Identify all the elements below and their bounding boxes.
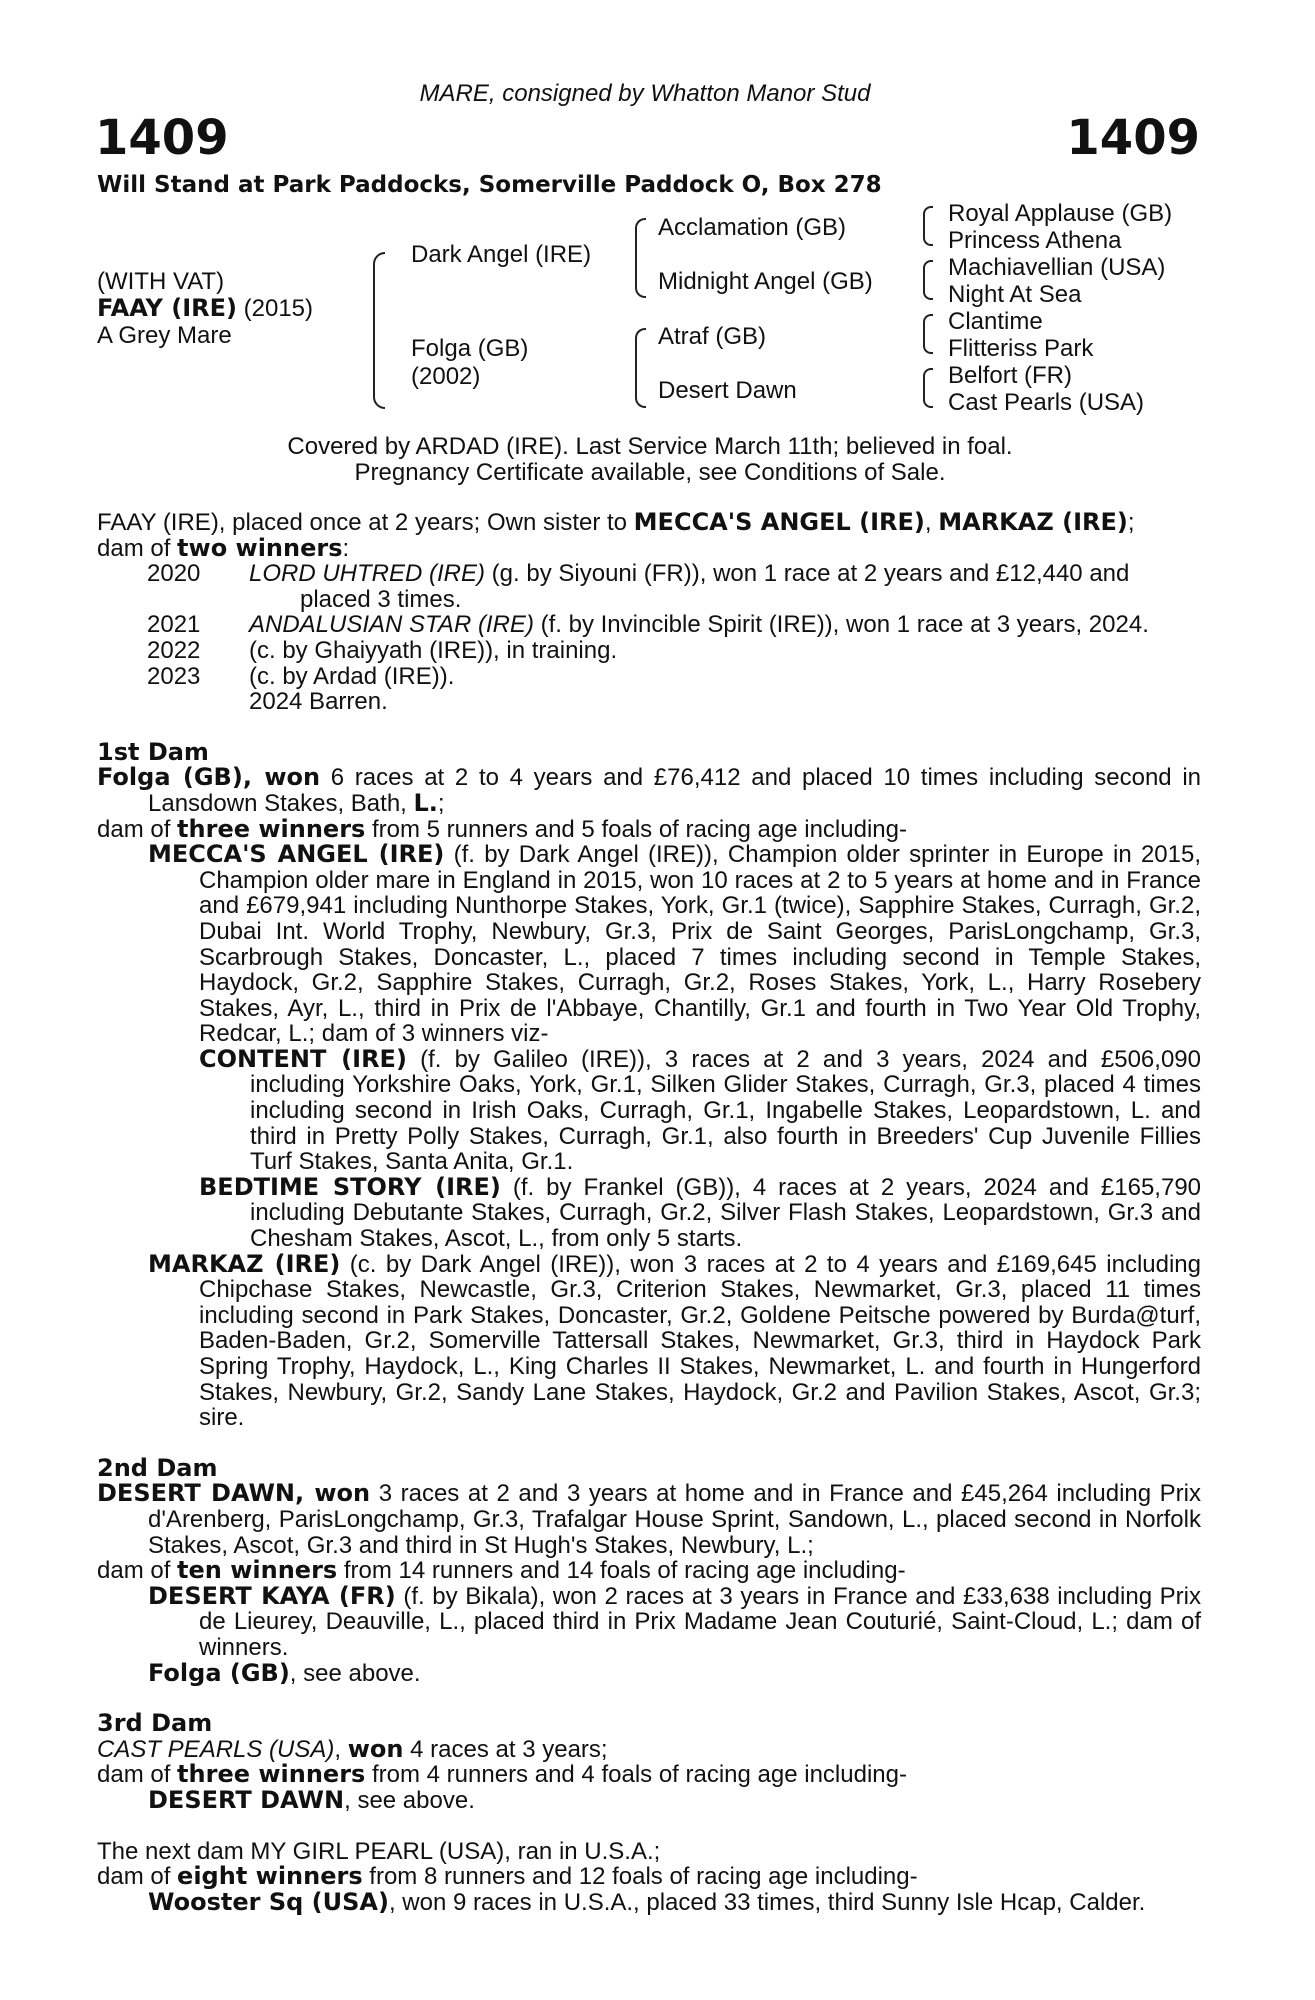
pedigree-dds: Belfort (FR)	[948, 362, 1073, 389]
covered-line-2: Pregnancy Certificate available, see Conditions of Sale.	[354, 459, 946, 486]
produce-row: 2020 LORD UHTRED (IRE) (g. by Siyouni (FR)), won 1 race at 2 years and £12,440 and	[147, 560, 1130, 588]
pedigree-dss: Clantime	[948, 308, 1043, 335]
first-dam-produce: dam of three winners from 5 runners and 5 foals of racing age including-	[97, 814, 907, 843]
pedigree-sire-sire: Acclamation (GB)	[658, 214, 847, 241]
pedigree-sdd: Night At Sea	[948, 281, 1082, 308]
consignor-line: MARE, consigned by Whatton Manor Stud	[419, 80, 871, 107]
pedigree-dsd: Flitteriss Park	[948, 335, 1094, 362]
dam-of-line: dam of two winners:	[97, 533, 350, 562]
pedigree-brace-g2	[923, 260, 933, 300]
first-dam-heading: 1st Dam	[97, 737, 209, 766]
progeny-desert-kaya: DESERT KAYA (FR) (f. by Bikala), won 2 races at 3 years in France and £33,638 including Prix de Lieurey, Deauville, L., placed third in Prix Madame Jean Couturié, Saint-Cloud, L.; dam of winners.	[148, 1581, 1201, 1661]
pedigree-sds: Machiavellian (USA)	[948, 254, 1166, 281]
pedigree-brace-g3	[923, 314, 933, 354]
pedigree-brace-main	[373, 252, 385, 409]
pedigree-dam-year: (2002)	[411, 363, 481, 390]
horse-description: A Grey Mare	[97, 322, 232, 349]
progeny-markaz: MARKAZ (IRE) (c. by Dark Angel (IRE)), won 3 races at 2 to 4 years and £169,645 including Chipchase Stakes, Newcastle, Gr.3, Criterion Stakes, Newmarket, Gr.3, placed 11 times including second in Park Stakes, Doncaster, Gr.2, Goldene Peitsche powered by Burda@turf, Baden-Baden, Gr.2, Somerville Tattersall Stakes, Newmarket, Gr.3, third in Haydock Park Spring Trophy, Haydock, L., King Charles II Stakes, Newmarket, L. and fourth in Hungerford Stakes, Newbury, Gr.2, Sandy Lane Stakes, Haydock, Gr.2 and Pavilion Stakes, Ascot, Gr.3; sire.	[148, 1249, 1201, 1432]
horse-title	[97, 294, 313, 323]
progeny-wooster-sq: Wooster Sq (USA), won 9 races in U.S.A., placed 33 times, third Sunny Isle Hcap, Calder.	[148, 1887, 1146, 1916]
progeny-bedtime-story: BEDTIME STORY (IRE) (f. by Frankel (GB)), 4 races at 2 years, 2024 and £165,790 including Debutante Stakes, Curragh, Gr.2, Silver Flash Stakes, Leopardstown, Gr.3 and Chesham Stakes, Ascot, L., from only 5 starts.	[199, 1172, 1202, 1253]
second-dam-heading: 2nd Dam	[97, 1453, 218, 1482]
second-dam-record: DESERT DAWN, won 3 races at 2 and 3 years at home and in France and £45,264 including Prix d'Arenberg, ParisLongchamp, Gr.3, Trafalgar House Sprint, Sandown, L., placed second in Norfolk Stakes, Ascot, Gr.3 and third in St Hugh's Stakes, Newbury, L.;	[97, 1479, 1201, 1559]
second-dam-produce: dam of ten winners from 14 runners and 14 foals of racing age including-	[97, 1556, 906, 1585]
pedigree-brace-g1	[923, 206, 933, 246]
pedigree-ddd: Cast Pearls (USA)	[948, 389, 1145, 416]
first-dam-record: Folga (GB), won 6 races at 2 to 4 years and £76,412 and placed 10 times including second in Lansdown Stakes, Bath, L.;	[97, 763, 1202, 817]
third-dam-record: CAST PEARLS (USA), won 4 races at 3 years;	[97, 1734, 608, 1763]
pedigree-dam: Folga (GB)	[411, 335, 529, 362]
pedigree-dam-dam: Desert Dawn	[658, 377, 797, 404]
stand-location: Will Stand at Park Paddocks, Somerville Paddock O, Box 278	[97, 172, 882, 198]
produce-section	[97, 510, 1201, 1915]
sibling-name: MARKAZ (IRE)	[938, 508, 1128, 536]
produce-row-cont: placed 3 times.	[300, 585, 462, 613]
next-dam-line: The next dam MY GIRL PEARL (USA), ran in U.S.A.;	[97, 1837, 661, 1865]
pedigree-brace-sire	[635, 218, 646, 298]
pedigree-brace-g4	[923, 368, 933, 408]
progeny-folga: Folga (GB), see above.	[148, 1658, 421, 1687]
produce-row: 2022 (c. by Ghaiyyath (IRE)), in training.	[147, 636, 618, 664]
sibling-name: MECCA'S ANGEL (IRE)	[633, 508, 925, 536]
third-dam-produce: dam of three winners from 4 runners and 4 foals of racing age including-	[97, 1760, 907, 1789]
pedigree-ssd: Princess Athena	[948, 227, 1122, 254]
horse-year: (2015)	[243, 295, 314, 322]
produce-row: 2024 Barren.	[249, 688, 388, 716]
third-dam-heading: 3rd Dam	[97, 1709, 213, 1738]
horse-name: FAAY (IRE)	[97, 294, 237, 322]
vat-note: (WITH VAT)	[97, 268, 225, 295]
pedigree-brace-dam	[635, 328, 646, 408]
next-dam-produce: dam of eight winners from 8 runners and 12 foals of racing age including-	[97, 1862, 918, 1891]
pedigree-sire: Dark Angel (IRE)	[411, 241, 592, 268]
progeny-content: CONTENT (IRE) (f. by Galileo (IRE)), 3 races at 2 and 3 years, 2024 and £506,090 including Yorkshire Oaks, York, Gr.1, Silken Glider Stakes, Curragh, Gr.3, placed 4 times including second in Irish Oaks, Curragh, Gr.1, Ingabelle Stakes, Leopardstown, L. and third in Pretty Polly Stakes, Curragh, Gr.1, also fourth in Breeders' Cup Juvenile Fillies Turf Stakes, Santa Anita, Gr.1.	[199, 1044, 1201, 1176]
progeny-meccas-angel: MECCA'S ANGEL (IRE) (f. by Dark Angel (IRE)), Champion older sprinter in Europe in 2015, Champion older mare in England in 2015, won 10 races at 2 to 5 years at home and in France and £679,941 including Nunthorpe Stakes, York, Gr.1 (twice), Sapphire Stakes, Curragh, Gr.2, Dubai Int. World Trophy, Newbury, Gr.3, Prix de Saint Georges, ParisLongchamp, Gr.3, Scarbrough Stakes, Doncaster, L., placed 7 times including second in Temple Stakes, Haydock, Gr.2, Sapphire Stakes, Curragh, Gr.2, Roses Stakes, York, L., Harry Rosebery Stakes, Ayr, L., third in Prix de l'Abbaye, Chantilly, Gr.1 and fourth in Two Year Old Trophy, Redcar, L.; dam of 3 winners viz-	[148, 840, 1201, 1048]
lot-number-left: 1409	[95, 110, 229, 166]
pedigree-sss: Royal Applause (GB)	[948, 200, 1173, 227]
produce-row: 2021 ANDALUSIAN STAR (IRE) (f. by Invincible Spirit (IRE)), won 1 race at 3 years, 2024.	[147, 611, 1149, 639]
covered-line-1: Covered by ARDAD (IRE). Last Service March 11th; believed in foal.	[287, 433, 1013, 460]
pedigree-dam-sire: Atraf (GB)	[658, 323, 767, 350]
intro-line: FAAY (IRE), placed once at 2 years; Own sister to MECCA'S ANGEL (IRE), MARKAZ (IRE);	[97, 508, 1135, 536]
progeny-desert-dawn: DESERT DAWN, see above.	[148, 1785, 475, 1814]
pedigree-sire-dam: Midnight Angel (GB)	[658, 268, 873, 295]
produce-row: 2023 (c. by Ardad (IRE)).	[147, 662, 455, 690]
lot-number-right: 1409	[1066, 110, 1200, 166]
